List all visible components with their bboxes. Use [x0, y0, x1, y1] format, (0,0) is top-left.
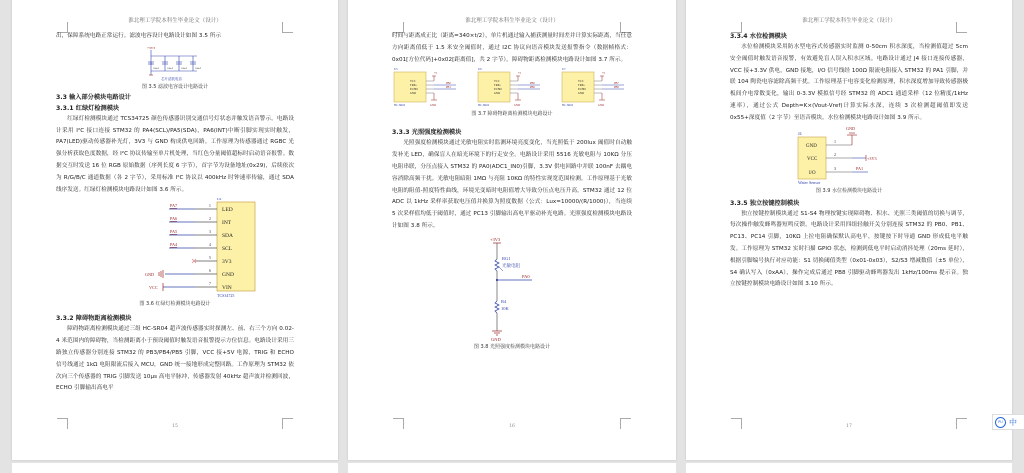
figure-3-9	[794, 125, 904, 187]
svg-text:R4: R4	[501, 298, 507, 304]
svg-text:100nF: 100nF	[153, 66, 160, 70]
figure-caption: 图 3.8 光照强度检测模块电路设计	[473, 343, 551, 350]
svg-text:ECHO: ECHO	[410, 88, 418, 92]
svg-text:+5: +5	[518, 72, 521, 76]
paragraph: 障碍物距离检测模块通过三组 HC-SR04 超声波传感器实时探测左、前、右三个方向 0.02-4 米范围内的障碍物，当检测距离小于预设阈值时触发语音报警提示方位信息。电路设计采用三路独立传感器分别连接 STM32 的 PB3/PB4/PB5 引脚，VCC 接+5V 电源，TRIG 和 ECHO 信号线通过 1kΩ 电阻限流后接入 MCU，GND 统一接地形成完整回路。工作原理为 STM32 依次向三个传感器的 TRIG 引脚发送 10μs 高电平脉冲，传感器发射 40kHz 超声波并检测回波，ECHO 引脚输出高电平	[56, 326, 294, 392]
figure-caption: 图 3.9 水位检测模块电路设计	[815, 187, 883, 194]
svg-text:GND: GND	[410, 92, 417, 96]
svg-text:6: 6	[209, 269, 211, 274]
svg-text:J4: J4	[798, 130, 802, 136]
svg-text:2: 2	[209, 217, 211, 222]
svg-text:VCC: VCC	[410, 80, 416, 84]
svg-text:GND: GND	[578, 92, 585, 96]
svg-text:TCS34725: TCS34725	[217, 293, 235, 299]
svg-text:PB0: PB0	[530, 82, 535, 86]
input-method-icon[interactable]: PU	[995, 417, 1006, 428]
svg-text:SCL: SCL	[222, 246, 233, 253]
svg-text:VCC: VCC	[578, 80, 584, 84]
svg-text:TRIG: TRIG	[410, 84, 417, 88]
figure-caption: 图 3.5 滤波电容设计电路设计	[141, 83, 209, 90]
page-15	[12, 0, 338, 460]
svg-text:I/O: I/O	[809, 170, 816, 176]
next-page-edge	[348, 463, 676, 473]
svg-text:100nF: 100nF	[167, 66, 174, 70]
svg-text:3: 3	[834, 165, 836, 171]
svg-text:5: 5	[209, 256, 211, 261]
paragraph: 光照强度检测模块通过光敏电阻实时监测环境亮度变化，当光照低于 200lux 阈值时自动触发补光 LED，确保盲人在暗光环境下的行走安全。电路设计采用 5516 光敏电阻与 10KΩ 分压电阻串联，分压点接入 STM32 的 PA0(ADC1_IN0)引脚，3.3V 供电回路中并联 100nF 去耦电容消除高频干扰。光敏电阻暗阻 1MΩ 与亮阻 10KΩ 的特性实现宽范围检测。工作原理基于光敏电阻的阻值-照度特性曲线，环境光变暗时电阻值增大导致分压点电压升高。STM32 通过 12 位 ADC 以 1kHz 采样率获取电压值并换算为照度数据（公式：Lux=10000/(R/1000)），当连续 5 次采样值均低于阈值时，通过 PC13 引脚输出高电平驱动补光电路。光照强度检测模块电路设计如图 3.8 所示。	[392, 140, 632, 229]
subsection-heading: 3.3.4 水位检测模块	[730, 33, 787, 40]
svg-text:GND: GND	[806, 143, 817, 149]
svg-text:U6: U6	[478, 67, 482, 72]
svg-text:TRIG: TRIG	[578, 84, 585, 88]
figure-3-7	[392, 66, 632, 110]
svg-text:1: 1	[209, 204, 211, 209]
page-17	[686, 0, 1012, 460]
svg-text:VCC: VCC	[807, 156, 818, 162]
svg-text:GND: GND	[846, 125, 856, 131]
svg-text:+5: +5	[434, 72, 437, 76]
subsection-heading: 3.3.3 光照强度检测模块	[392, 129, 462, 137]
svg-text:PA5: PA5	[170, 229, 178, 235]
paragraph: 红绿灯检测模块通过 TCS34725 颜色传感器识别交通信号灯状态并触发语音警示。电路设计采用 I²C 接口连接 STM32 的 PA4(SCL)/PA5(SDA)，PA6(INT)中断引脚实现实时触发，PA7(LED)驱动传感器补光灯，3V3 与 GND 构成供电回路。工作原理为传感器通过 RGBC 光强分析获取色度数据，经 I²C 协议传输至单片机处理，当红色分量阈值超标时启动语音报警。数据交互时发送 16 位 RGB 原始数据（序列长度 6 字节），首字节为设备地址(0x29)，后续依次为 R/G/B/C 通道数据（各 2 字节），采用标准 I²C 协议以 400kHz 时钟速率传输，通过 SDA 线序发送。红绿灯检测模块电路设计如图 3.6 所示。	[56, 115, 294, 193]
svg-text:PB0: PB0	[446, 82, 451, 86]
svg-text:GND: GND	[494, 92, 501, 96]
svg-text:+3V3: +3V3	[490, 236, 501, 242]
figure-caption: 图 3.7 障碍物距离检测模块电路设计	[471, 111, 553, 118]
page-header: 淮北理工学院本科生毕业论文（设计）	[128, 18, 222, 24]
page-number: 16	[509, 424, 515, 429]
svg-text:3: 3	[209, 230, 211, 235]
svg-text:+3V3: +3V3	[867, 155, 877, 161]
svg-text:PA6: PA6	[170, 216, 178, 222]
subsection-heading: 3.3.1 红绿灯检测模块	[56, 104, 120, 112]
paragraph: 独立按键控制模块通过 S1-S4 物理按键实现障碍物、积水、光照三类阈值的切换与调节，每次操作触发蜂鸣器短鸣反馈。电路设计采用四组轻触开关分别连接 STM32 的 PB0、PB1、PC13、PC14 引脚，10KΩ 上拉电阻确保默认高电平，按键按下时导通 GND 形成低电平触发。工作原理为 STM32 实时扫描 GPIO 状态，检测到低电平时启动消抖处理（20ms 延时），根据引脚编号执行对应功能：S1 切换阈值类型（0x01-0x03），S2/S3 增减数值（±5 单位），S4 确认写入（0xAA），操作完成后通过 PB8 引脚驱动蜂鸣器发出 1kHz/100ms 提示音。独立按键控制模块电路设计如图 3.10 所示。	[730, 210, 968, 288]
svg-text:芯片滤波电容: 芯片滤波电容	[161, 76, 182, 81]
figure-3-5	[135, 43, 215, 83]
svg-text:PA7: PA7	[170, 203, 178, 209]
svg-text:Water Sensor: Water Sensor	[798, 179, 821, 185]
svg-text:GND: GND	[598, 104, 605, 108]
svg-text:PB6: PB6	[530, 86, 535, 90]
svg-text:2: 2	[834, 151, 836, 157]
svg-text:RG1: RG1	[502, 255, 511, 261]
svg-text:PA1: PA1	[856, 165, 864, 171]
svg-text:U5: U5	[394, 67, 398, 72]
figure-3-8	[452, 233, 572, 343]
svg-text:TRIG: TRIG	[494, 84, 501, 88]
page-number: 15	[172, 424, 178, 429]
input-language-label[interactable]: 中	[1009, 417, 1017, 427]
paragraph: 时间与距离成正比（距离=340×t/2），单片机通过输入捕获测量时间差并计算实际距离，当任意方向距离值低于 1.5 米安全阈值时，通过 I2C 协议向语音模块发送报警指令（数据帧格式：0x01[方位代码]+0x02[距离值]，共 2 字节）。障碍物距离检测模块电路设计如图 3.7 所示。	[392, 33, 632, 63]
svg-text:7: 7	[209, 282, 211, 287]
subsection-heading: 3.3.2 障碍物距离检测模块	[56, 315, 132, 323]
svg-text:+5: +5	[602, 72, 605, 76]
svg-text:PB7: PB7	[614, 82, 619, 86]
svg-text:PB8: PB8	[614, 86, 619, 90]
svg-text:LED: LED	[222, 207, 233, 214]
svg-text:10K: 10K	[501, 305, 509, 311]
svg-text:HC-SR04: HC-SR04	[394, 104, 406, 108]
svg-text:HC-SR04: HC-SR04	[562, 104, 574, 108]
svg-text:GND: GND	[491, 336, 501, 342]
svg-text:HC-SR04: HC-SR04	[478, 104, 490, 108]
svg-text:VCC: VCC	[149, 285, 158, 291]
svg-text:ECHO: ECHO	[578, 88, 586, 92]
page-16	[348, 0, 676, 460]
paragraph: 水位检测模块采用防水型电容式传感器实时监测 0-50cm 积水深度，当检测值超过 5cm 安全阈值时触发语音报警，有效避免盲人误入积水区域。电路设计通过 J4 接口连接传感器，VCC 接+3.3V 供电，GND 接地，I/O 信号线经 100Ω 限流电阻接入 STM32 的 PA1 引脚，并联 104 陶瓷电容滤除高频干扰。工作原理基于电容变化检测原理，积水深度增加导致传感器极板间介电常数变化，输出 0-3.3V 模拟信号经 STM32 的 ADC1 通道采样（12 位精度/1kHz 速率），通过公式 Depth=K×(Vout-Vref)计算实际水深，连续 3 次检测超阈值即发送 0x55+深度值（2 字节）至语音模块。水位检测模块电路设计如图 3.9 所示。	[730, 44, 968, 121]
next-page-edge	[686, 463, 1012, 473]
input-method-indicator[interactable]	[992, 414, 1024, 430]
page-header: 淮北理工学院本科生毕业论文（设计）	[465, 18, 559, 24]
svg-text:PA0: PA0	[522, 273, 530, 279]
svg-text:1: 1	[834, 138, 836, 144]
figure-caption: 图 3.6 红绿灯检测模块电路设计	[139, 301, 211, 308]
figure-3-6	[75, 196, 275, 300]
svg-text:3V3: 3V3	[222, 259, 232, 266]
svg-text:+3V3: +3V3	[147, 45, 156, 50]
svg-text:ECHO: ECHO	[494, 88, 502, 92]
svg-text:VIN: VIN	[222, 285, 232, 292]
svg-text:INT: INT	[222, 220, 232, 227]
svg-text:100nF: 100nF	[181, 66, 188, 70]
svg-text:PB1: PB1	[446, 86, 451, 90]
svg-text:U4: U4	[217, 197, 222, 202]
subsection-heading: 3.3.5 独立按键控制模块	[730, 199, 800, 207]
svg-text:VCC: VCC	[494, 80, 500, 84]
svg-text:GND: GND	[514, 104, 521, 108]
svg-text:GND: GND	[430, 104, 437, 108]
paragraph: 出，保障系统电路正常运行。滤波电容设计电路设计如图 3.5 所示	[56, 33, 222, 39]
svg-text:4: 4	[209, 243, 211, 248]
section-heading: 3.3 输入部分模块电路设计	[56, 93, 131, 101]
svg-text:PA4: PA4	[170, 242, 178, 248]
svg-text:SDA: SDA	[222, 233, 234, 240]
svg-text:100nF: 100nF	[195, 66, 202, 70]
svg-text:GND: GND	[145, 272, 155, 278]
page-number: 17	[846, 424, 852, 429]
page-header: 淮北理工学院本科生毕业论文（设计）	[802, 18, 896, 24]
next-page-edge	[12, 463, 338, 473]
svg-text:U7: U7	[562, 67, 566, 72]
svg-text:光敏电阻: 光敏电阻	[502, 262, 520, 268]
svg-text:GND: GND	[222, 272, 234, 279]
